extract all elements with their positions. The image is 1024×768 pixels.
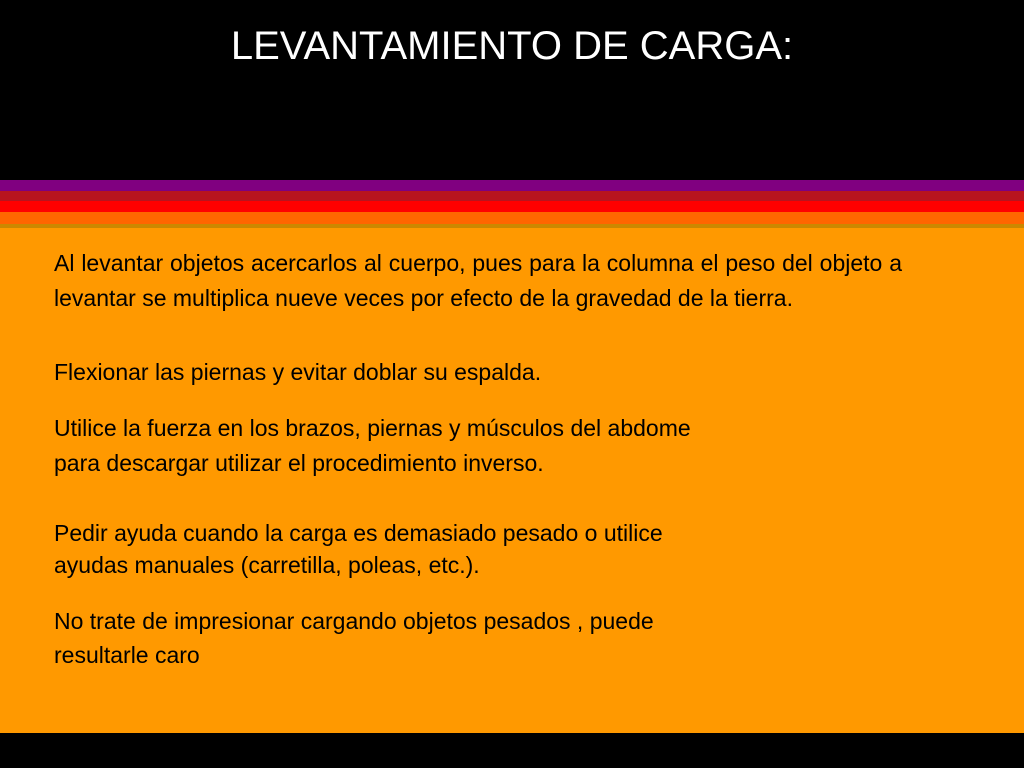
paragraph-acercar-objetos: Al levantar objetos acercarlos al cuerpo, pues para la columna el peso del objeto a levantar se multiplica nueve veces por efecto de la gravedad de la tierra. bbox=[54, 250, 902, 311]
paragraph-line: Pedir ayuda cuando la carga es demasiado pesado o utilice bbox=[54, 520, 663, 546]
decorative-stripe-purple bbox=[0, 180, 1024, 191]
paragraph-no-impresionar bbox=[54, 604, 824, 672]
paragraph-line: No trate de impresionar cargando objetos pesados , puede bbox=[54, 608, 654, 634]
paragraph-line: resultarle caro bbox=[54, 642, 200, 668]
paragraph-line: ayudas manuales (carretilla, poleas, etc.). bbox=[54, 552, 480, 578]
paragraph-line: para descargar utilizar el procedimiento inverso. bbox=[54, 450, 544, 476]
bottom-bar bbox=[0, 733, 1024, 768]
decorative-stripe-orange bbox=[0, 212, 1024, 224]
decorative-stripe-dark-red bbox=[0, 191, 1024, 201]
paragraph-utilice-fuerza bbox=[54, 411, 854, 481]
decorative-stripe-red bbox=[0, 201, 1024, 212]
paragraph-line: Utilice la fuerza en los brazos, piernas y músculos del abdome bbox=[54, 415, 691, 441]
content-panel bbox=[0, 228, 1024, 733]
slide-title: LEVANTAMIENTO DE CARGA: bbox=[230, 24, 794, 68]
paragraph-pedir-ayuda bbox=[54, 517, 824, 581]
paragraph-flexionar-piernas: Flexionar las piernas y evitar doblar su espalda. bbox=[54, 359, 542, 385]
